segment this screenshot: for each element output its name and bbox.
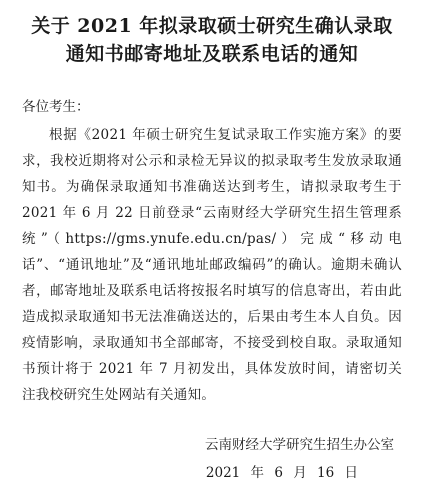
- page-title: 关于 2021 年拟录取硕士研究生确认录取通知书邮寄地址及联系电话的通知: [31, 15, 393, 65]
- salutation: 各位考生：: [22, 99, 90, 115]
- issue-date: 2021 年 6 月 16 日: [205, 465, 358, 481]
- signature: 云南财经大学研究生招生办公室: [205, 437, 394, 453]
- notice-body: 根据《2021 年硕士研究生复试录取工作实施方案》的要求，我校近期将对公示和录检无异议的拟录取考生发放录取通知书。为确保录取通知书准确送达到考生，请拟录取考生于 2021 年 6 月 22 日前登录“云南财经大学研究生招生管理系统”（https://gms.ynufe.edu.cn/pas/）完成“移动电话”、“通讯地址”及“通讯地址邮政编码”的确认。逾期未确认者，邮寄地址及联系电话将按报名时填写的信息寄出，若由此造成拟录取通知书无法准确送达的，后果由考生本人自负。因疫情影响，录取通知书全部邮寄，不接受到校自取。录取通知书预计将于 2021 年 7 月初发出，具体发放时间，请密切关注我校研究生处网站有关通知。: [22, 127, 402, 403]
